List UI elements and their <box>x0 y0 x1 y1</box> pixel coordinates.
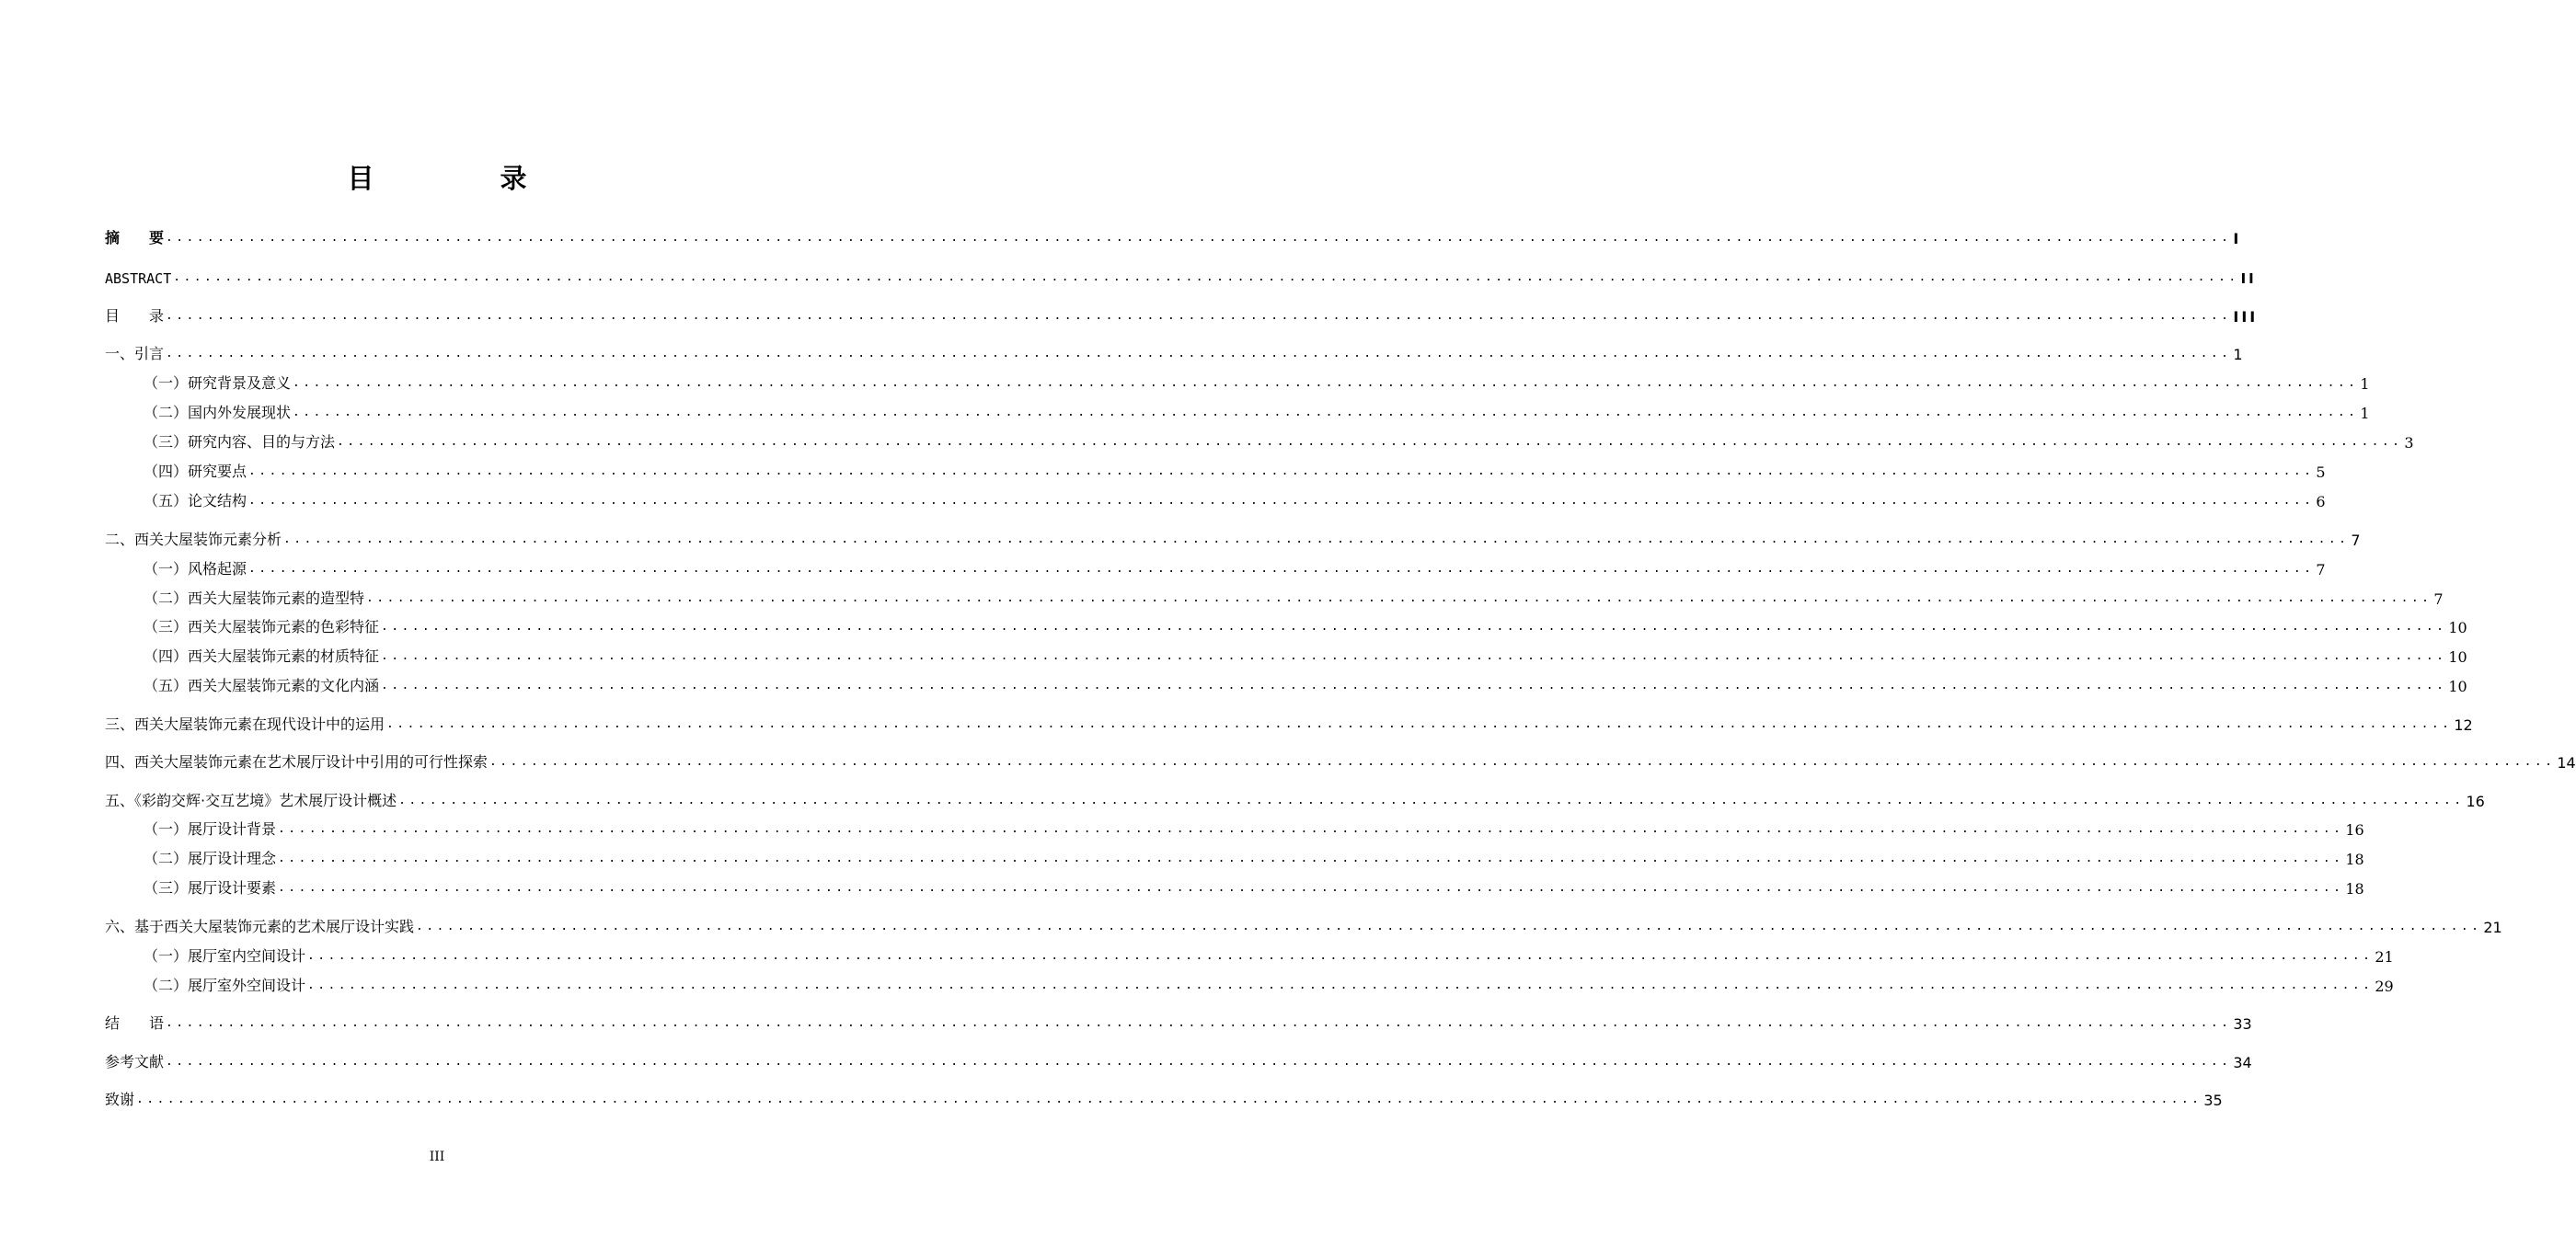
toc-entry-label: （二）西关大屋装饰元素的造型特 <box>144 589 365 607</box>
toc-leader-dots: ........................................................................................................................................................................................................ <box>278 822 2344 836</box>
toc-leader-dots: ........................................................................................................................................................................................................ <box>283 532 2350 546</box>
toc-page-number: 1 <box>2360 405 2370 422</box>
toc-entry-label: 结 语 <box>105 1014 165 1032</box>
toc-entry-label: （一）展厅室内空间设计 <box>144 947 306 965</box>
toc-page-number: 7 <box>2351 532 2361 549</box>
toc-page-number: 5 <box>2316 464 2326 481</box>
toc-page-number: 16 <box>2345 821 2364 839</box>
toc-leader-dots: ........................................................................................................................................................................................................ <box>307 949 2374 963</box>
toc-entry <box>105 750 2576 772</box>
toc-page-number: 10 <box>2448 619 2467 636</box>
toc-entry <box>105 303 2259 326</box>
toc-entry <box>105 914 2502 936</box>
toc-entry <box>105 527 2361 549</box>
toc-page-number: III <box>2233 308 2259 326</box>
toc-entry <box>105 1087 2223 1109</box>
toc-page-number: 18 <box>2345 880 2364 898</box>
toc-page-number: 10 <box>2448 648 2467 666</box>
toc-leader-dots: ........................................................................................................................................................................................................ <box>166 347 2232 360</box>
toc-page-number: 7 <box>2433 590 2444 608</box>
toc-entry-label: 四、西关大屋装饰元素在艺术展厅设计中引用的可行性探索 <box>105 753 489 771</box>
toc-subentry <box>105 846 2364 868</box>
toc-leader-dots: ........................................................................................................................................................................................................ <box>166 309 2232 323</box>
toc-leader-dots: ........................................................................................................................................................................................................ <box>416 920 2482 933</box>
toc-entry-label: （五）西关大屋装饰元素的文化内涵 <box>144 677 380 694</box>
toc-page-number: 21 <box>2375 948 2394 966</box>
toc-entry-label: 参考文献 <box>105 1053 165 1070</box>
toc-entry-label: 致谢 <box>105 1091 135 1108</box>
toc-page-number: 16 <box>2466 793 2485 810</box>
toc-leader-dots: ........................................................................................................................................................................................................ <box>166 1055 2232 1069</box>
toc-subentry <box>105 459 2326 481</box>
toc-subentry <box>105 644 2467 666</box>
toc-entry-label: 五、《彩韵交辉·交互艺境》艺术展厅设计概述 <box>105 792 397 809</box>
toc-entry-label: 六、基于西关大屋装饰元素的艺术展厅设计实践 <box>105 918 415 935</box>
toc-leader-dots: ........................................................................................................................................................................................................ <box>489 755 2556 769</box>
toc-entry-label: （一）展厅设计背景 <box>144 820 277 838</box>
toc-subentry <box>105 973 2394 995</box>
toc-entry-label: 摘 要 <box>105 229 165 246</box>
page-title: 目 录 <box>347 163 577 194</box>
toc-subentry <box>105 371 2370 393</box>
toc-page-number: 34 <box>2233 1054 2252 1071</box>
toc-leader-dots: ........................................................................................................................................................................................................ <box>293 376 2359 390</box>
toc-entry-label: 三、西关大屋装饰元素在现代设计中的运用 <box>105 715 385 733</box>
toc-subentry <box>105 817 2364 839</box>
toc-entry-label: （三）研究内容、目的与方法 <box>144 433 336 451</box>
toc-page-number: 6 <box>2316 493 2326 510</box>
toc-page-number: 33 <box>2233 1015 2252 1033</box>
toc-leader-dots: ........................................................................................................................................................................................................ <box>381 620 2447 634</box>
toc-subentry <box>105 400 2370 422</box>
toc-entry-label: （一）风格起源 <box>144 560 247 578</box>
toc-subentry <box>105 488 2326 510</box>
toc-entry <box>105 1049 2252 1071</box>
toc-entry-label: 二、西关大屋装饰元素分析 <box>105 531 282 548</box>
toc-leader-dots: ........................................................................................................................................................................................................ <box>173 270 2239 284</box>
toc-leader-dots: ........................................................................................................................................................................................................ <box>398 794 2465 807</box>
toc-leader-dots: ........................................................................................................................................................................................................ <box>293 406 2359 419</box>
toc-entry-label: （三）西关大屋装饰元素的色彩特征 <box>144 618 380 635</box>
toc-subentry <box>105 673 2467 695</box>
toc-entry-label: （四）西关大屋装饰元素的材质特征 <box>144 647 380 665</box>
toc-leader-dots: ........................................................................................................................................................................................................ <box>166 1016 2232 1030</box>
toc-entry <box>105 265 2257 287</box>
toc-page-number: 1 <box>2360 375 2370 393</box>
toc-page-number: 18 <box>2345 851 2364 868</box>
toc-leader-dots: ........................................................................................................................................................................................................ <box>381 679 2447 692</box>
toc-leader-dots: ........................................................................................................................................................................................................ <box>136 1093 2202 1106</box>
toc-page-number: 7 <box>2316 561 2326 578</box>
toc-entry-label: （二）国内外发展现状 <box>144 404 292 421</box>
toc-subentry <box>105 876 2364 898</box>
toc-page-number: II <box>2240 270 2257 287</box>
toc-page-number: 12 <box>2454 716 2473 734</box>
toc-entry-label: （二）展厅室外空间设计 <box>144 977 306 994</box>
page-number-footer: III <box>429 1150 445 1164</box>
toc-page-number: 10 <box>2448 678 2467 695</box>
toc-page-number: 35 <box>2203 1092 2223 1109</box>
toc-page-number: 3 <box>2404 434 2414 452</box>
toc-page-number: 29 <box>2375 978 2394 995</box>
toc-page-number: 21 <box>2483 919 2502 936</box>
toc-subentry <box>105 429 2414 452</box>
toc-leader-dots: ........................................................................................................................................................................................................ <box>248 494 2315 508</box>
toc-entry <box>105 225 2242 247</box>
toc-entry-label: 一、引言 <box>105 345 165 362</box>
toc-leader-dots: ........................................................................................................................................................................................................ <box>278 881 2344 895</box>
toc-leader-dots: ........................................................................................................................................................................................................ <box>166 231 2232 245</box>
toc-entry-label: ABSTRACT <box>105 270 172 287</box>
toc-subentry <box>105 944 2394 966</box>
toc-leader-dots: ........................................................................................................................................................................................................ <box>386 717 2453 731</box>
toc-entry-label: （四）研究要点 <box>144 463 247 480</box>
toc-entry <box>105 1011 2252 1033</box>
toc-entry <box>105 341 2243 363</box>
toc-entry-label: 目 录 <box>105 307 165 325</box>
toc-leader-dots: ........................................................................................................................................................................................................ <box>248 464 2315 478</box>
toc-entry-label: （二）展厅设计理念 <box>144 850 277 867</box>
toc-leader-dots: ........................................................................................................................................................................................................ <box>278 852 2344 865</box>
toc-entry <box>105 712 2473 734</box>
toc-leader-dots: ........................................................................................................................................................................................................ <box>366 591 2432 605</box>
toc-leader-dots: ........................................................................................................................................................................................................ <box>248 562 2315 576</box>
toc-page-number: I <box>2233 230 2242 247</box>
toc-subentry <box>105 556 2326 578</box>
toc-leader-dots: ........................................................................................................................................................................................................ <box>307 978 2374 992</box>
toc-entry-label: （一）研究背景及意义 <box>144 374 292 392</box>
toc-entry-label: （五）论文结构 <box>144 492 247 509</box>
toc-subentry <box>105 586 2444 608</box>
toc-page-number: 14 <box>2557 754 2576 772</box>
toc-entry-label: （三）展厅设计要素 <box>144 879 277 897</box>
toc-leader-dots: ........................................................................................................................................................................................................ <box>337 435 2403 449</box>
toc-entry <box>105 788 2485 810</box>
toc-page-number: 1 <box>2233 346 2243 363</box>
toc-subentry <box>105 614 2467 636</box>
toc-leader-dots: ........................................................................................................................................................................................................ <box>381 649 2447 663</box>
